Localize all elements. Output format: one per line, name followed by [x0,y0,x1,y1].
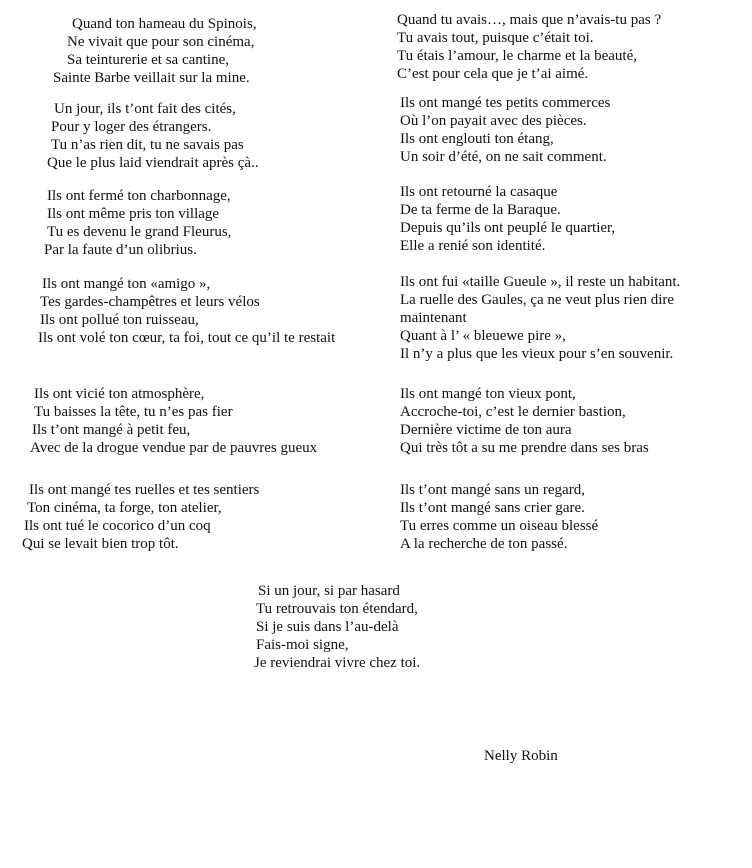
left-stanza-3 [0,187,231,259]
poem-line: Où l’on payait avec des pièces. [400,113,587,129]
left-stanza-2 [0,100,259,172]
right-stanza-5 [400,385,649,457]
left-stanza-6 [0,481,259,553]
poem-line: Ils ont fui «taille Gueule », il reste un habitant. [400,274,681,290]
poem-line: Sa teinturerie et sa cantine, [67,52,230,68]
right-stanza-1 [397,11,661,83]
poem-line: Un soir d’été, on ne sait comment. [400,149,607,165]
poem-line: Ne vivait que pour son cinéma, [67,34,255,50]
poem-line: Quand tu avais…, mais que n’avais-tu pas ? [397,12,662,28]
poem-line: Quand ton hameau du Spinois, [72,16,257,32]
poem-line: Tu avais tout, puisque c’était toi. [397,30,594,46]
poem-line: De ta ferme de la Baraque. [400,202,561,218]
final-stanza [0,582,420,672]
poem-line: Tu retrouvais ton étendard, [256,601,418,617]
poem-line: Je reviendrai vivre chez toi. [254,655,421,671]
left-stanza-4 [0,275,335,347]
right-stanza-4 [400,273,680,363]
poem-line: Tes gardes-champêtres et leurs vélos [40,294,260,310]
poem-line: La ruelle des Gaules, ça ne veut plus rien dire [400,292,675,308]
poem-line: Fais-moi signe, [256,637,349,653]
poem-line: Ils t’ont mangé à petit feu, [32,422,191,438]
poem-line: Tu n’as rien dit, tu ne savais pas [51,137,244,153]
poem-line: Ils ont englouti ton étang, [400,131,554,147]
poem-line: Ils ont pollué ton ruisseau, [40,312,199,328]
poem-line: maintenant [400,310,467,326]
poem-line: C’est pour cela que je t’ai aimé. [397,66,589,82]
poem-line: Sainte Barbe veillait sur la mine. [53,70,250,86]
poem-line: Si je suis dans l’au-delà [256,619,399,635]
poem-line: Il n’y a plus que les vieux pour s’en souvenir. [400,346,674,362]
poem-line: Ils ont tué le cocorico d’un coq [24,518,211,534]
poem-line: Pour y loger des étrangers. [51,119,212,135]
poem-line: Un jour, ils t’ont fait des cités, [54,101,236,117]
poem-line: Ils ont fermé ton charbonnage, [47,188,231,204]
poem-line: Que le plus laid viendrait après çà.. [47,155,259,171]
right-stanza-3 [400,183,615,255]
poem-line: Ils ont même pris ton village [47,206,220,222]
left-stanza-5 [0,385,317,457]
poem-line: Ils ont mangé tes petits commerces [400,95,611,111]
poem-line: Ils t’ont mangé sans un regard, [400,482,585,498]
left-stanza-1 [0,15,257,87]
author-signature: Nelly Robin [484,748,558,764]
poem-line: Ils ont retourné la casaque [400,184,558,200]
poem-line: Tu es devenu le grand Fleurus, [47,224,232,240]
poem-line: Par la faute d’un olibrius. [44,242,197,258]
poem-line: Tu erres comme un oiseau blessé [400,518,599,534]
poem-line: Avec de la drogue vendue par de pauvres gueux [30,440,318,456]
poem-line: Ils ont mangé ton «amigo », [42,276,211,292]
poem-line: Ils ont mangé tes ruelles et tes sentiers [29,482,260,498]
poem-line: Accroche-toi, c’est le dernier bastion, [400,404,626,420]
poem-line: Ton cinéma, ta forge, ton atelier, [27,500,222,516]
poem-line: Ils ont mangé ton vieux pont, [400,386,576,402]
right-stanza-2 [400,94,610,166]
poem-line: Tu baisses la tête, tu n’es pas fier [34,404,233,420]
right-stanza-6 [400,481,598,553]
poem-line: Ils ont vicié ton atmosphère, [34,386,205,402]
poem-line: Elle a renié son identité. [400,238,546,254]
poem-line: Dernière victime de ton aura [400,422,572,438]
poem-line: Si un jour, si par hasard [258,583,400,599]
poem-line: Qui très tôt a su me prendre dans ses bras [400,440,649,456]
poem-line: A la recherche de ton passé. [400,536,568,552]
poem-line: Qui se levait bien trop tôt. [22,536,179,552]
poem-line: Depuis qu’ils ont peuplé le quartier, [400,220,616,236]
poem-line: Tu étais l’amour, le charme et la beauté, [397,48,638,64]
poem-line: Quant à l’ « bleuewe pire », [400,328,566,344]
poem-line: Ils ont volé ton cœur, ta foi, tout ce qu’il te restait [38,330,336,346]
poem-line: Ils t’ont mangé sans crier gare. [400,500,585,516]
